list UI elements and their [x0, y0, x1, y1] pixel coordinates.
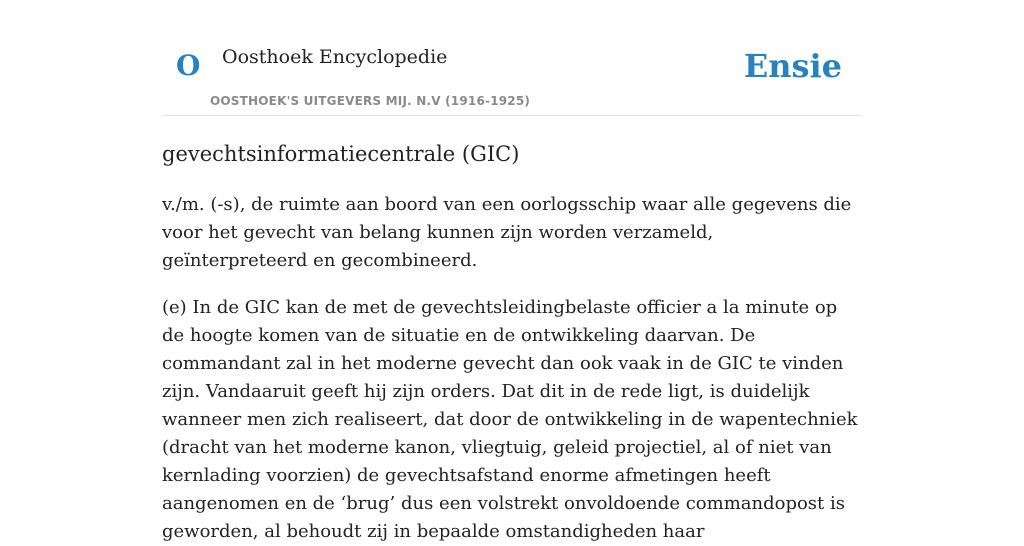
- source-header: [162, 0, 862, 116]
- source-logo: O: [176, 49, 201, 82]
- brand-logo-link[interactable]: Ensie: [743, 47, 842, 85]
- entry-explanation: (e) In de GIC kan de met de gevechtsleidingbelaste officier a la minute op de hoogte komen van de situatie en de ontwikkeling daarvan. De commandant zal in het moderne gevecht dan ook vaak in de GIC te vinden zijn. Vandaaruit geeft hij zijn orders. Dat dit in de rede ligt, is duidelijk wanneer men zich realiseert, dat door de ontwikkeling in de wapentechniek (dracht van het moderne kanon, vliegtuig, geleid projectiel, al of niet van kernlading voorzien) de gevechtsafstand enorme afmetingen heeft aangenomen en de ‘brug’ dus een volstrekt onvoldoende commandopost is geworden, al behoudt zij in bepaalde omstandigheden haar: [162, 297, 858, 543]
- source-title[interactable]: Oosthoek Encyclopedie: [222, 46, 448, 68]
- entry-term: gevechtsinformatiecentrale (GIC): [162, 142, 520, 166]
- page-content: [162, 0, 862, 546]
- entry-definition: v./m. (-s), de ruimte aan boord van een oorlogsschip waar alle gegevens die voor het gevecht van belang kunnen zijn worden verzameld, geïnterpreteerd en gecombineerd.: [162, 194, 852, 272]
- source-publisher: OOSTHOEK'S UITGEVERS MIJ. N.V (1916-1925): [210, 94, 531, 108]
